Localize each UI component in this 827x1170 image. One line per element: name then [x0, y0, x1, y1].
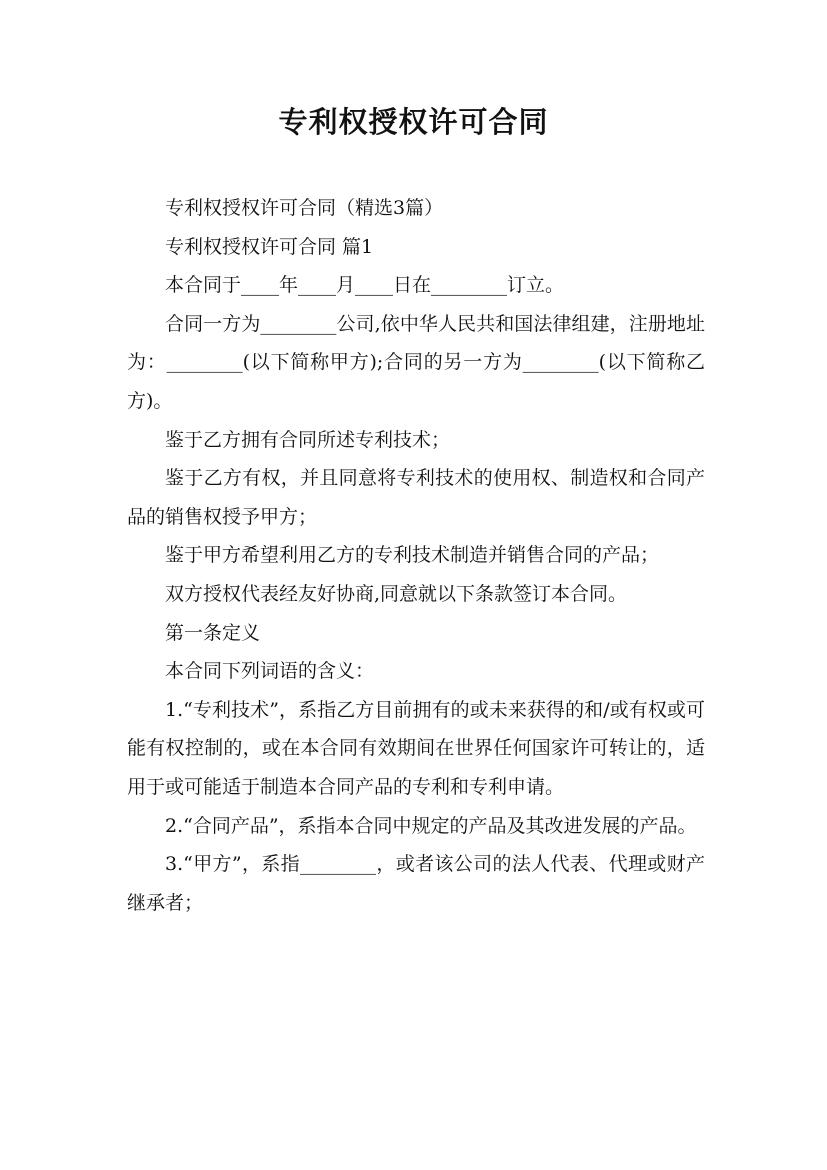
paragraph-whereas-3: 鉴于甲方希望利用乙方的专利技术制造并销售合同的产品； [165, 544, 660, 567]
document-title: 专利权授权许可合同 [278, 105, 549, 139]
document-body [127, 189, 705, 922]
paragraph-definitions-intro: 本合同下列词语的含义： [165, 660, 375, 683]
paragraph-whereas-2: 鉴于乙方有权，并且同意将专利技术的使用权、制造权和合同产品的销售权授予甲方； [127, 467, 705, 528]
paragraph-parties: 合同一方为________公司,依中华人民共和国法律组建，注册地址为：________(以下简称甲方);合同的另一方为________(以下简称乙方)。 [127, 312, 705, 412]
paragraph-whereas-1: 鉴于乙方拥有合同所述专利技术； [165, 428, 451, 451]
paragraph-subtitle: 专利权授权许可合同（精选3篇） [165, 197, 444, 219]
paragraph-definition-2: 2.“合同产品”，系指本合同中规定的产品及其改进发展的产品。 [165, 814, 697, 837]
paragraph-article-1-heading: 第一条定义 [165, 621, 261, 644]
paragraph-date-place: 本合同于____年____月____日在________订立。 [165, 274, 565, 297]
paragraph-definition-1: 1.“专利技术”，系指乙方目前拥有的或未来获得的和/或有权或可能有权控制的，或在本合同有效期间在世界任何国家许可转让的，适用于或可能适于制造本合同产品的专利和专利申请。 [127, 698, 705, 798]
paragraph-agreement: 双方授权代表经友好协商,同意就以下条款签订本合同。 [165, 582, 628, 605]
paragraph-section-heading: 专利权授权许可合同 篇1 [165, 235, 374, 258]
paragraph-definition-3: 3.“甲方”，系指________，或者该公司的法人代表、代理或财产继承者； [127, 853, 705, 914]
